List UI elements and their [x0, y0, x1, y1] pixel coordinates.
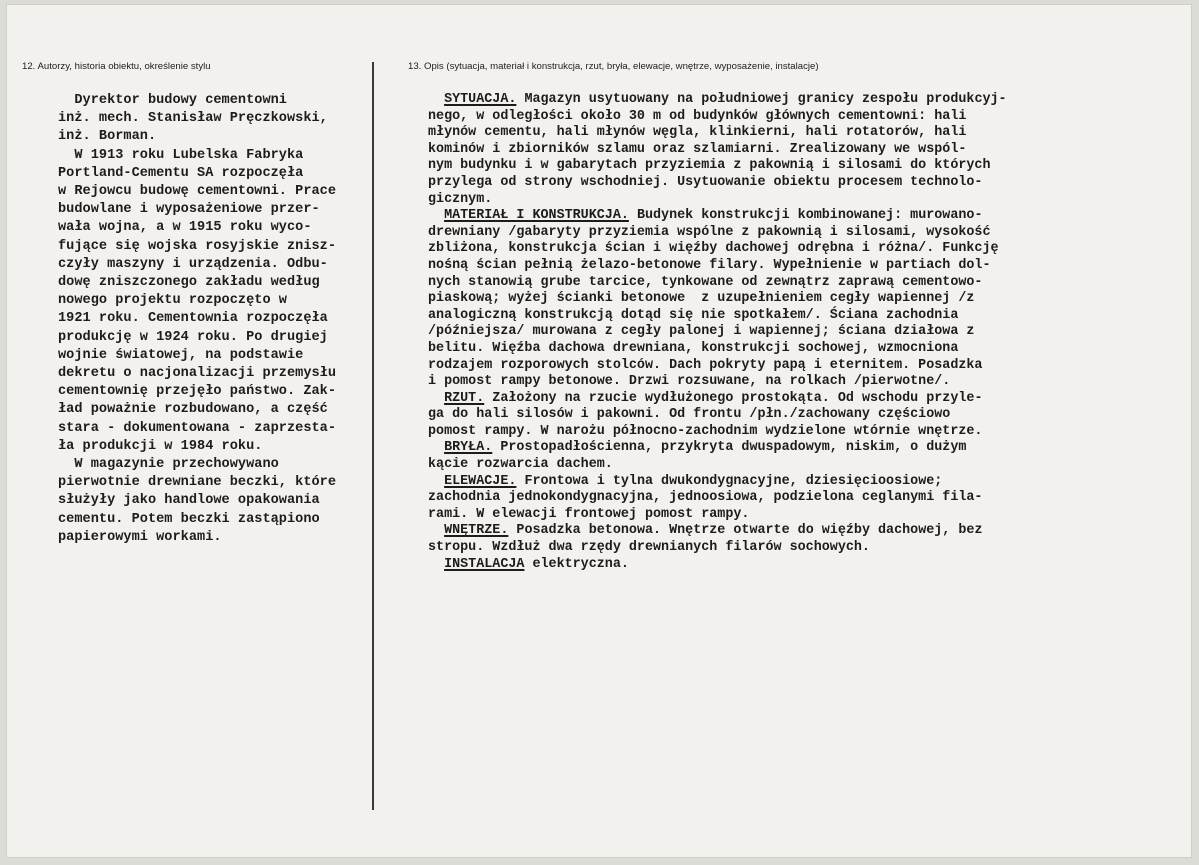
line-text: pomost rampy. W narożu północno-zachodnim wydzielone wtórnie wnętrze.: [428, 423, 983, 439]
text-line: [428, 291, 1148, 308]
text-line: służyły jako handlowe opakowania: [58, 493, 320, 509]
line-text: elektryczna.: [524, 556, 629, 572]
line-text: /późniejsza/ murowana z cegły palonej i wapiennej; ściana działowa z: [428, 324, 975, 340]
text-line: [428, 175, 1148, 192]
text-line: Dyrektor budowy cementowni: [58, 93, 287, 108]
text-line: [428, 474, 1148, 491]
text-line: [428, 192, 1148, 209]
text-line: 1921 roku. Cementownia rozpoczęła: [58, 311, 328, 327]
text-line: [428, 540, 1148, 557]
line-text: nych stanowią grube tarcice, tynkowane od zewnątrz zaprawą cementowo-: [428, 274, 983, 290]
text-line: [428, 308, 1148, 325]
line-text: kącie rozwarcia dachem.: [428, 457, 613, 473]
line-text: drewniany /gabaryty przyziemia wspólne z pakownią i silosami, wysokość: [428, 224, 991, 240]
text-line: papierowymi workami.: [58, 529, 222, 545]
text-line: [428, 391, 1148, 408]
line-text: Założony na rzucie wydłużonego prostokąta. Od wschodu przyle-: [484, 390, 983, 406]
text-line: [428, 241, 1148, 258]
line-text: Posadzka betonowa. Wnętrze otwarte do więźby dachowej, bez: [508, 523, 983, 539]
text-line: [428, 457, 1148, 474]
section-heading: WNĘTRZE.: [444, 523, 509, 539]
text-line: [428, 258, 1148, 275]
line-text: Budynek konstrukcji kombinowanej: murowano-: [628, 208, 983, 224]
line-text: stropu. Wzdłuż dwa rzędy drewnianych filarów sochowych.: [428, 540, 870, 556]
section-heading: MATERIAŁ I KONSTRUKCJA.: [444, 208, 629, 224]
text-line: [428, 424, 1148, 441]
section-heading: BRYŁA.: [444, 440, 493, 456]
text-line: W magazynie przechowywano: [58, 457, 279, 473]
line-text: przylega od strony wschodniej. Usytuowanie obiektu procesem technolo-: [428, 174, 983, 190]
line-text: zachodnia jednokondygnacyjna, jednoosiowa, podzielona ceglanymi fila-: [428, 490, 983, 506]
text-line: Portland-Cementu SA rozpoczęła: [58, 165, 304, 181]
text-line: ład poważnie rozbudowano, a część: [58, 402, 328, 418]
description-text: [428, 92, 1148, 573]
text-line: inż. Borman.: [58, 129, 157, 145]
line-text: gicznym.: [428, 191, 493, 207]
text-line: [428, 341, 1148, 358]
section-heading: ELEWACJE.: [444, 473, 517, 489]
text-line: [428, 275, 1148, 292]
line-text: piaskową; wyżej ścianki betonowe z uzupełnieniem cegły wapiennej /z: [428, 291, 975, 307]
line-text: Magazyn usytuowany na południowej granicy zespołu produkcyj-: [516, 92, 1007, 107]
text-line: dowę zniszczonego zakładu według: [58, 275, 320, 291]
section-heading: SYTUACJA.: [444, 92, 517, 107]
line-text: rodzajem rozporowych stolców. Dach pokryty papą i eternitem. Posadzka: [428, 357, 983, 373]
section-12-header: 12. Autorzy, historia obiektu, określenie stylu: [22, 61, 211, 72]
text-line: W 1913 roku Lubelska Fabryka: [58, 147, 304, 163]
line-text: nego, w odległości około 30 m od budynków głównych cementowni: hali: [428, 108, 967, 124]
text-line: [428, 125, 1148, 142]
text-line: budowlane i wyposażeniowe przer-: [58, 202, 320, 218]
text-line: nowego projektu rozpoczęto w: [58, 293, 287, 309]
text-line: [428, 142, 1148, 159]
text-line: [428, 557, 1148, 574]
text-line: [428, 158, 1148, 175]
line-text: rami. W elewacji frontowej pomost rampy.: [428, 506, 750, 522]
line-text: Prostopadłościenna, przykryta dwuspadowym, niskim, o dużym: [492, 440, 967, 456]
text-line: [428, 490, 1148, 507]
text-line: [428, 440, 1148, 457]
text-line: [428, 523, 1148, 540]
text-line: inż. mech. Stanisław Pręczkowski,: [58, 111, 328, 127]
line-text: młynów cementu, hali młynów węgla, klinkierni, hali rotatorów, hali: [428, 125, 967, 141]
text-line: czyły maszyny i urządzenia. Odbu-: [58, 256, 328, 272]
text-line: [428, 324, 1148, 341]
text-line: [428, 208, 1148, 225]
text-line: w Rejowcu budowę cementowni. Prace: [58, 184, 337, 200]
line-text: belitu. Więźba dachowa drewniana, konstrukcji sochowej, wzmocniona: [428, 340, 959, 356]
line-text: nośną ścian pełnią żelazo-betonowe filary. Wypełnienie w partiach dol-: [428, 257, 991, 273]
text-line: cementownię przejęło państwo. Zak-: [58, 384, 337, 400]
text-line: wojnie światowej, na podstawie: [58, 347, 304, 363]
text-line: [428, 92, 1148, 109]
text-line: pierwotnie drewniane beczki, które: [58, 475, 337, 491]
text-line: wała wojna, a w 1915 roku wyco-: [58, 220, 312, 236]
text-line: [428, 407, 1148, 424]
text-line: fujące się wojska rosyjskie znisz-: [58, 238, 337, 254]
text-line: [428, 358, 1148, 375]
line-text: zbliżona, konstrukcja ścian i więźby dachowej odrębna i różna/. Funkcję: [428, 241, 999, 257]
line-text: Frontowa i tylna dwukondygnacyjne, dziesięcioosiowe;: [516, 473, 943, 489]
section-heading: RZUT.: [444, 390, 485, 406]
authors-history-text: [58, 92, 378, 547]
document-page: [6, 4, 1192, 858]
text-line: [428, 507, 1148, 524]
text-line: produkcję w 1924 roku. Po drugiej: [58, 329, 328, 345]
text-line: [428, 225, 1148, 242]
line-text: analogiczną konstrukcją dotąd się nie spotkałem/. Ściana zachodnia: [428, 307, 959, 323]
section-heading: INSTALACJA: [444, 556, 525, 572]
line-text: ga do hali silosów i pakowni. Od frontu /płn./zachowany częściowo: [428, 407, 951, 423]
text-line: dekretu o nacjonalizacji przemysłu: [58, 366, 337, 382]
line-text: i pomost rampy betonowe. Drzwi rozsuwane, na rolkach /pierwotne/.: [428, 374, 951, 390]
text-line: [428, 109, 1148, 126]
text-line: [428, 374, 1148, 391]
text-line: stara - dokumentowana - zaprzesta-: [58, 420, 337, 436]
line-text: nym budynku i w gabarytach przyziemia z pakownią i silosami do których: [428, 158, 991, 174]
text-line: ła produkcji w 1984 roku.: [58, 438, 263, 454]
section-13-header: 13. Opis (sytuacja, materiał i konstrukcja, rzut, bryła, elewacje, wnętrze, wyposażenie, instalacje): [408, 61, 819, 72]
text-line: cementu. Potem beczki zastąpiono: [58, 511, 320, 527]
line-text: kominów i zbiorników szlamu oraz szlamiarni. Zrealizowany we wspól-: [428, 141, 967, 157]
